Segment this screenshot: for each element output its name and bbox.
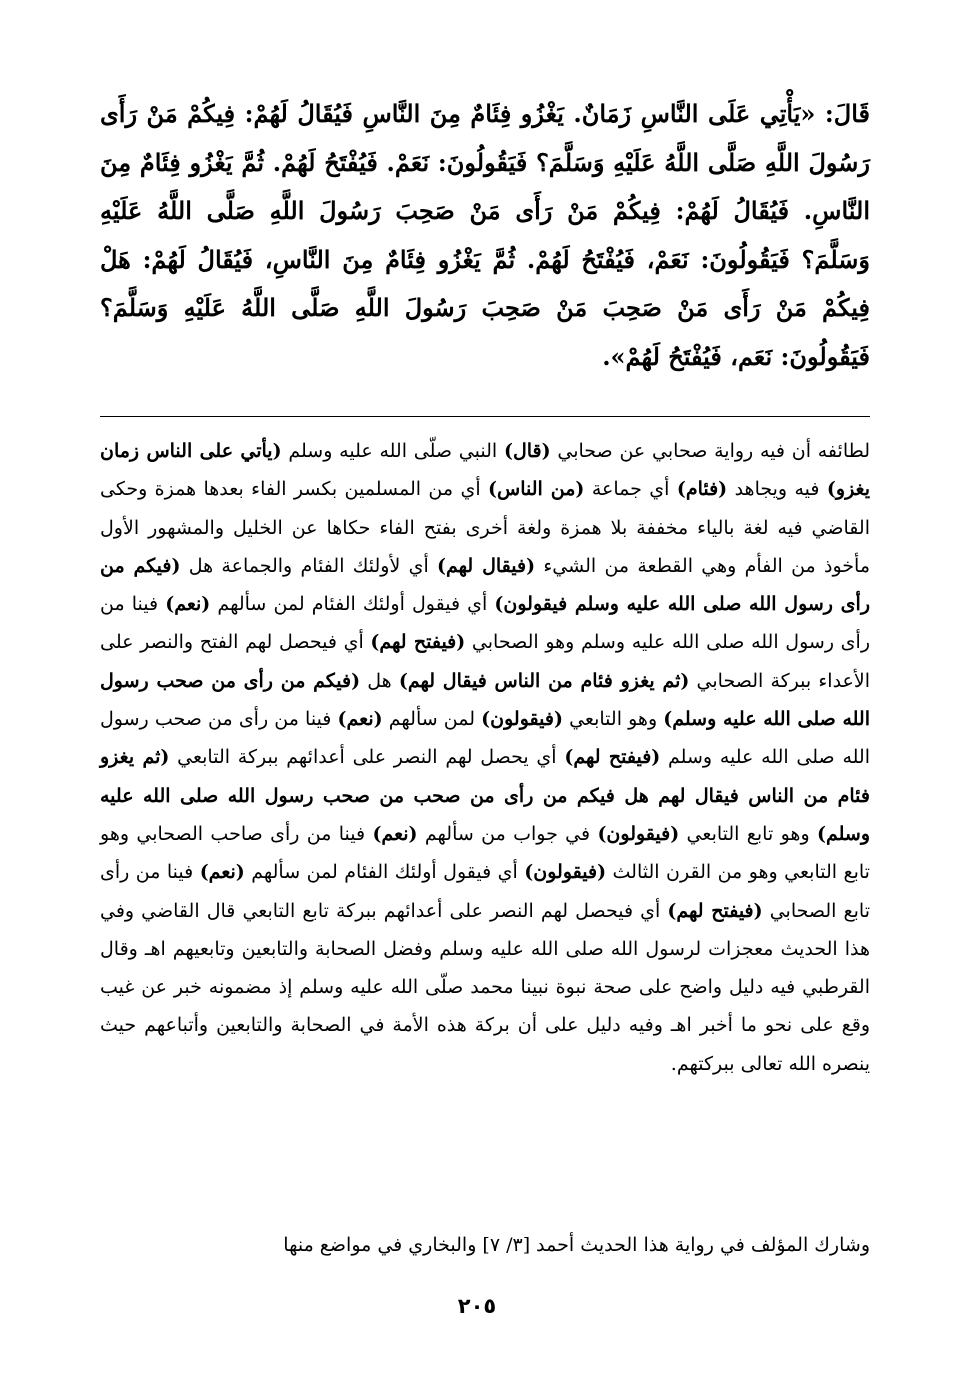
quoted-hadith-phrase: (نعم) [372,822,418,845]
commentary-text: أي فيحصل لهم النصر على أعدائهم ببركة تابع التابعي قال القاضي وفي هذا الحديث معجزات لرسول الله صلى الله عليه وسلم وفضل الصحابة والتابعين وتابعيهم اهـ وقال القرطبي فيه دليل واضح على صحة نبوة نبينا محمد صلّى الله عليه وسلم إذ مضمونه خبر عن غيب وقع على نحو ما أخبر اهـ وفيه دليل على أن بركة هذه الأمة في الصحابة والتابعين وأتباعهم حيث ينصره الله تعالى ببركتهم. [100,899,870,1075]
quoted-hadith-phrase: (من الناس) [488,478,585,501]
commentary-text: لمن سألهم [382,708,482,731]
quoted-hadith-phrase: (فيقولون) [524,861,607,884]
commentary-text: أي فيقول أولئك الفئام لمن سألهم [244,861,525,884]
quoted-hadith-phrase: (ثم يغزو فئام من الناس فيقال لهم) [398,669,690,692]
quoted-hadith-phrase: (قال) [503,440,551,462]
commentary-block [100,432,870,1083]
quoted-hadith-phrase: (نعم) [337,708,383,731]
commentary-paragraph [100,432,870,1083]
quoted-hadith-phrase: (ثم يغزو فئام من الناس فيقال لهم هل فيكم من رأى من صحب من صحب رسول الله صلى الله عليه وسلم) [100,746,870,845]
commentary-text: أي لأولئك الفئام والجماعة هل [180,554,438,577]
commentary-text: أي فيحصل لهم الفتح والنصر على الأعداء ببركة الصحابي [100,631,870,692]
quoted-hadith-phrase: (نعم) [199,861,245,884]
quoted-hadith-phrase: (فيفتح لهم) [564,746,661,769]
commentary-text: أي جماعة [584,478,677,501]
commentary-text: وهو التابعي [562,708,664,731]
commentary-text: فينا من رأى رسول الله صلى الله عليه وسلم وهو الصحابي [100,593,870,654]
commentary-text: لطائفه أن فيه رواية صحابي عن صحابي [550,440,870,462]
commentary-text: فيه ويجاهد [727,478,827,501]
quoted-hadith-phrase: (فيكم من رأى رسول الله صلى الله عليه وسلم فيقولون) [100,554,870,616]
commentary-text: هل [360,669,399,692]
quoted-hadith-phrase: (فيقال لهم) [437,554,536,577]
quoted-hadith-phrase: (فيفتح لهم) [667,899,763,922]
commentary-text: في جواب من سألهم [417,822,598,845]
commentary-text: فينا من رأى صاحب الصحابي وهو تابع التابعي وهو من القرن الثالث [100,822,870,884]
commentary-text: فينا من رأى من صحب رسول الله صلى الله عليه وسلم [100,708,870,769]
hadith-text: قَالَ: «يَأْتِي عَلَى النَّاسِ زَمَانٌ. يَغْزُو فِئَامٌ مِنَ النَّاسِ فَيُقَالُ لَهُمْ: فِيكُمْ مَنْ رَأَى رَسُولَ اللَّهِ صَلَّى اللَّهُ عَلَيْهِ وَسَلَّمَ؟ فَيَقُولُونَ: نَعَمْ. فَيُفْتَحُ لَهُمْ. ثُمَّ يَغْزُو فِئَامٌ مِنَ النَّاسِ. فَيُقَالُ لَهُمْ: فِيكُمْ مَنْ رَأَى مَنْ صَحِبَ رَسُولَ اللَّهِ صَلَّى اللَّهُ عَلَيْهِ وَسَلَّمَ؟ فَيَقُولُونَ: نَعَمْ، فَيُفْتَحُ لَهُمْ. ثُمَّ يَغْزُو فِئَامٌ مِنَ النَّاسِ، فَيُقَالُ لَهُمْ: هَلْ فِيكُمْ مَنْ رَأَى مَنْ صَحِبَ مَنْ صَحِبَ رَسُولَ اللَّهِ صَلَّى اللَّهُ عَلَيْهِ وَسَلَّمَ؟ فَيَقُولُونَ: نَعَم، فَيُفْتَحُ لَهُمْ». [100,99,870,371]
quoted-hadith-phrase: (فيفتح لهم) [370,631,466,654]
continuation-line: وشارك المؤلف في رواية هذا الحديث أحمد [٣/ ٧] والبخاري في مواضع منها [283,1234,870,1256]
commentary-text: النبي صلّى الله عليه وسلم [281,440,504,462]
commentary-text: فينا من رأى تابع الصحابي [100,861,871,922]
quoted-hadith-phrase: (فيقولون) [481,708,563,731]
quoted-hadith-phrase: (فيكم من رأى من صحب رسول الله صلى الله عليه وسلم) [100,669,871,731]
commentary-text: أي يحصل لهم النصر على أعدائهم ببركة التابعي [169,746,565,769]
quoted-hadith-phrase: (فئام) [676,478,728,501]
quoted-hadith-phrase: (نعم) [165,593,211,616]
footnote-divider [100,416,870,417]
quoted-hadith-phrase: (يأتي على الناس زمان يغزو) [100,440,871,501]
hadith-text-block [100,90,870,381]
commentary-text: وهو تابع التابعي [679,822,817,845]
commentary-text: أي من المسلمين بكسر الفاء بعدها همزة وحكى القاضي فيه لغة بالياء مخففة بلا همزة ولغة أخرى بفتح الفاء حكاها عن الخليل والمشهور الأول مأخوذ من الفأم وهي القطعة من الشيء [100,478,871,577]
commentary-text: أي فيقول أولئك الفئام لمن سألهم [210,593,495,616]
page-number: ٢٠٥ [457,1294,497,1318]
quoted-hadith-phrase: (فيقولون) [597,822,680,845]
